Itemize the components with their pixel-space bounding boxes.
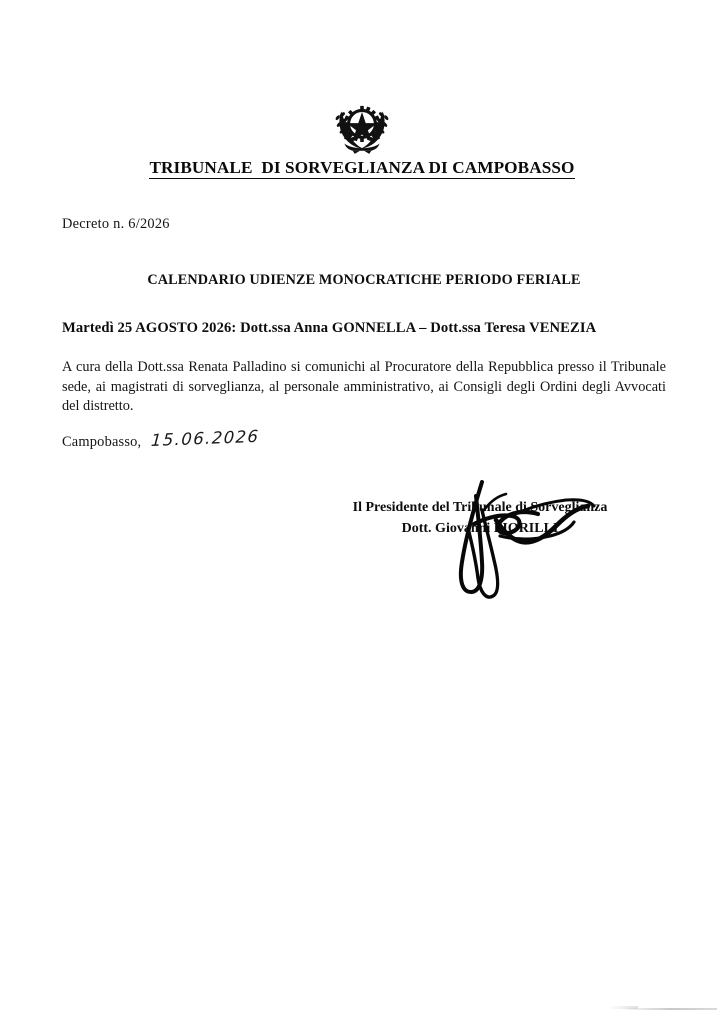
body-paragraph: A cura della Dott.ssa Renata Palladino si comunichi al Procuratore della Repubblica presso il Tribunale sede, ai magistrati di sorveglianza, al personale amministrativo, ai Consigli degli Ordini degli Avvocati del distretto. bbox=[62, 359, 666, 415]
place-label: Campobasso, bbox=[62, 434, 142, 450]
page-title-text: TRIBUNALE DI SORVEGLIANZA DI CAMPOBASSO bbox=[149, 158, 575, 177]
calendar-subheading: CALENDARIO UDIENZE MONOCRATICHE PERIODO FERIALE bbox=[147, 272, 581, 288]
emblem-container bbox=[0, 99, 724, 155]
signature-block bbox=[330, 497, 630, 539]
decree-number: Decreto n. 6/2026 bbox=[62, 216, 170, 232]
scan-artifact-line bbox=[625, 1008, 717, 1010]
hearing-schedule-line: Martedì 25 AGOSTO 2026: Dott.ssa Anna GONNELLA – Dott.ssa Teresa VENEZIA bbox=[62, 320, 597, 336]
signatory-name: Dott. Giovanni FIORILLI bbox=[401, 521, 559, 536]
handwritten-date: 15.06.2026 bbox=[150, 426, 261, 451]
italian-republic-emblem-icon bbox=[331, 99, 393, 155]
page-title bbox=[0, 158, 724, 178]
place-date-line bbox=[62, 426, 261, 451]
signatory-role: Il Presidente del Tribunale di Sorveglianza bbox=[352, 500, 608, 515]
